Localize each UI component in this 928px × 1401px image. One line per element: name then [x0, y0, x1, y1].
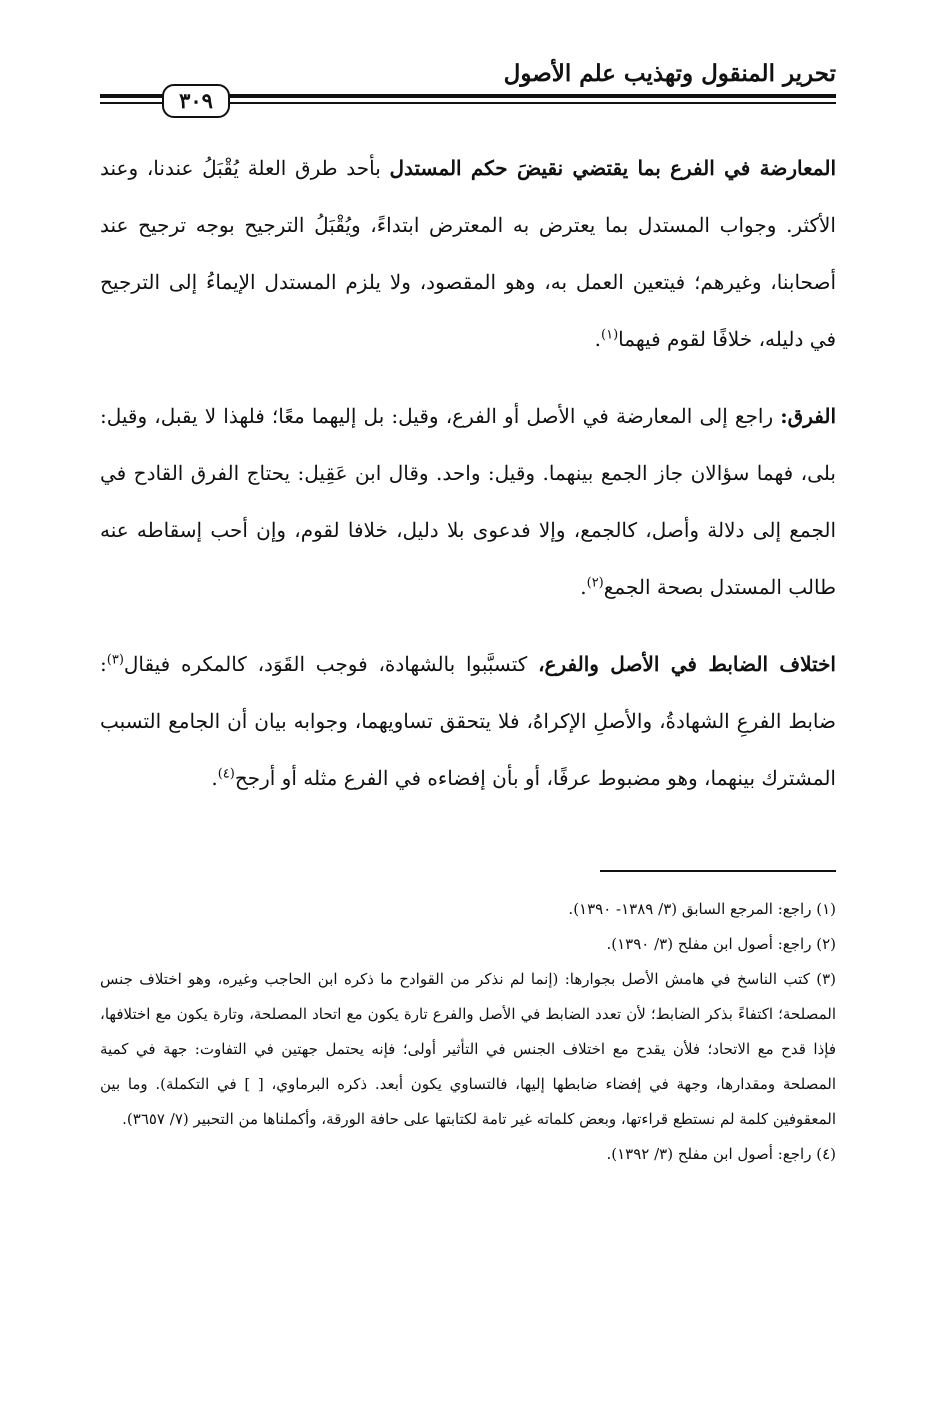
footnote-4: (٤) راجع: أصول ابن مفلح (٣/ ١٣٩٢).	[606, 1145, 836, 1163]
footnote-ref: (٢)	[586, 575, 604, 591]
paragraph-end: .	[211, 766, 218, 790]
paragraph-text: راجع إلى المعارضة في الأصل أو الفرع، وقيل: بل إليهما معًا؛ فلهذا لا يقبل، وقيل: بلى، فهما سؤالان جاز الجمع بينهما. وقيل: واحد. وقال ابن عَقِيل: يحتاج الفرق القادح في الجمع إلى دلالة وأصل، كالجمع، وإلا فدعوى بلا دليل، خلافا لقوم، وإن أحب إسقاطه عنه طالب المستدل بصحة الجمع	[100, 404, 836, 599]
footnote-separator	[600, 870, 836, 872]
paragraph-text: بأحد طرق العلة يُقْبَلُ عندنا، وعند الأكثر. وجواب المستدل بما يعترض به المعترض ابتداءً، ويُقْبَلُ الترجيح بوجه ترجيح عند أصحابنا، وغيرهم؛ فيتعين العمل به، وهو المقصود، ولا يلزم المستدل الإيماءُ إلى الترجيح في دليله، خلافًا لقوم فيهما	[100, 156, 836, 351]
paragraph-lead: الفرق:	[780, 404, 836, 428]
main-text	[100, 140, 836, 827]
footnote-1: (١) راجع: المرجع السابق (٣/ ١٣٨٩- ١٣٩٠).	[568, 900, 836, 918]
paragraph-2	[100, 388, 836, 616]
footnote-3: (٣) كتب الناسخ في هامش الأصل بجوارها: (إنما لم نذكر من القوادح ما ذكره ابن الحاجب وغيره، وهو اختلاف جنس المصلحة؛ اكتفاءً بذكر الضابط؛ لأن تعدد الضابط في الأصل والفرع تارة يكون مع اتحاد المصلحة، وتارة يكون مع اختلافها، فإذا قدح مع الاتحاد؛ فلأن يقدح مع اختلاف الجنس في التأثير أولى؛ فإنه يحتمل جهتين في التفاوت: جهة في كمية المصلحة ومقدارها، وجهة في إفضاء ضابطها إليها، فالتساوي يكون أبعد. ذكره البرماوي، [ ] في التكملة). وما بين المعقوفين كلمة لم نستطع قراءتها، وبعض كلماته غير تامة لكتابتها على حافة الورقة، وأكملناها من التحبير (٧/ ٣٦٥٧).	[100, 970, 836, 1128]
page-number: ٣٠٩	[162, 84, 230, 118]
footnote-ref: (١)	[601, 327, 619, 343]
paragraph-3	[100, 636, 836, 807]
paragraph-lead: اختلاف الضابط في الأصل والفرع،	[538, 652, 836, 676]
paragraph-lead: المعارضة في الفرع بما يقتضي نقيضَ حكم المستدل	[389, 156, 836, 180]
footnote-ref: (٤)	[217, 766, 235, 782]
paragraph-text-cont: : ضابط الفرعِ الشهادةُ، والأصلِ الإكراهُ، فلا يتحقق تساويهما، وجوابه بيان أن الجامع التسبب المشترك بينهما، وهو مضبوط عرفًا، أو بأن إفضاءه في الفرع مثله أو أرجح	[100, 652, 836, 790]
book-title: تحرير المنقول وتهذيب علم الأصول	[503, 60, 836, 87]
paragraph-text: كتسبَّبوا بالشهادة، فوجب القَوَد، كالمكره فيقال	[123, 652, 539, 676]
running-header	[100, 56, 836, 116]
paragraph-1	[100, 140, 836, 368]
footnotes	[100, 892, 836, 1172]
paragraph-end: .	[594, 327, 602, 351]
footnote-ref: (٣)	[106, 652, 124, 668]
paragraph-end: .	[580, 575, 587, 599]
footnote-2: (٢) راجع: أصول ابن مفلح (٣/ ١٣٩٠).	[606, 935, 836, 953]
